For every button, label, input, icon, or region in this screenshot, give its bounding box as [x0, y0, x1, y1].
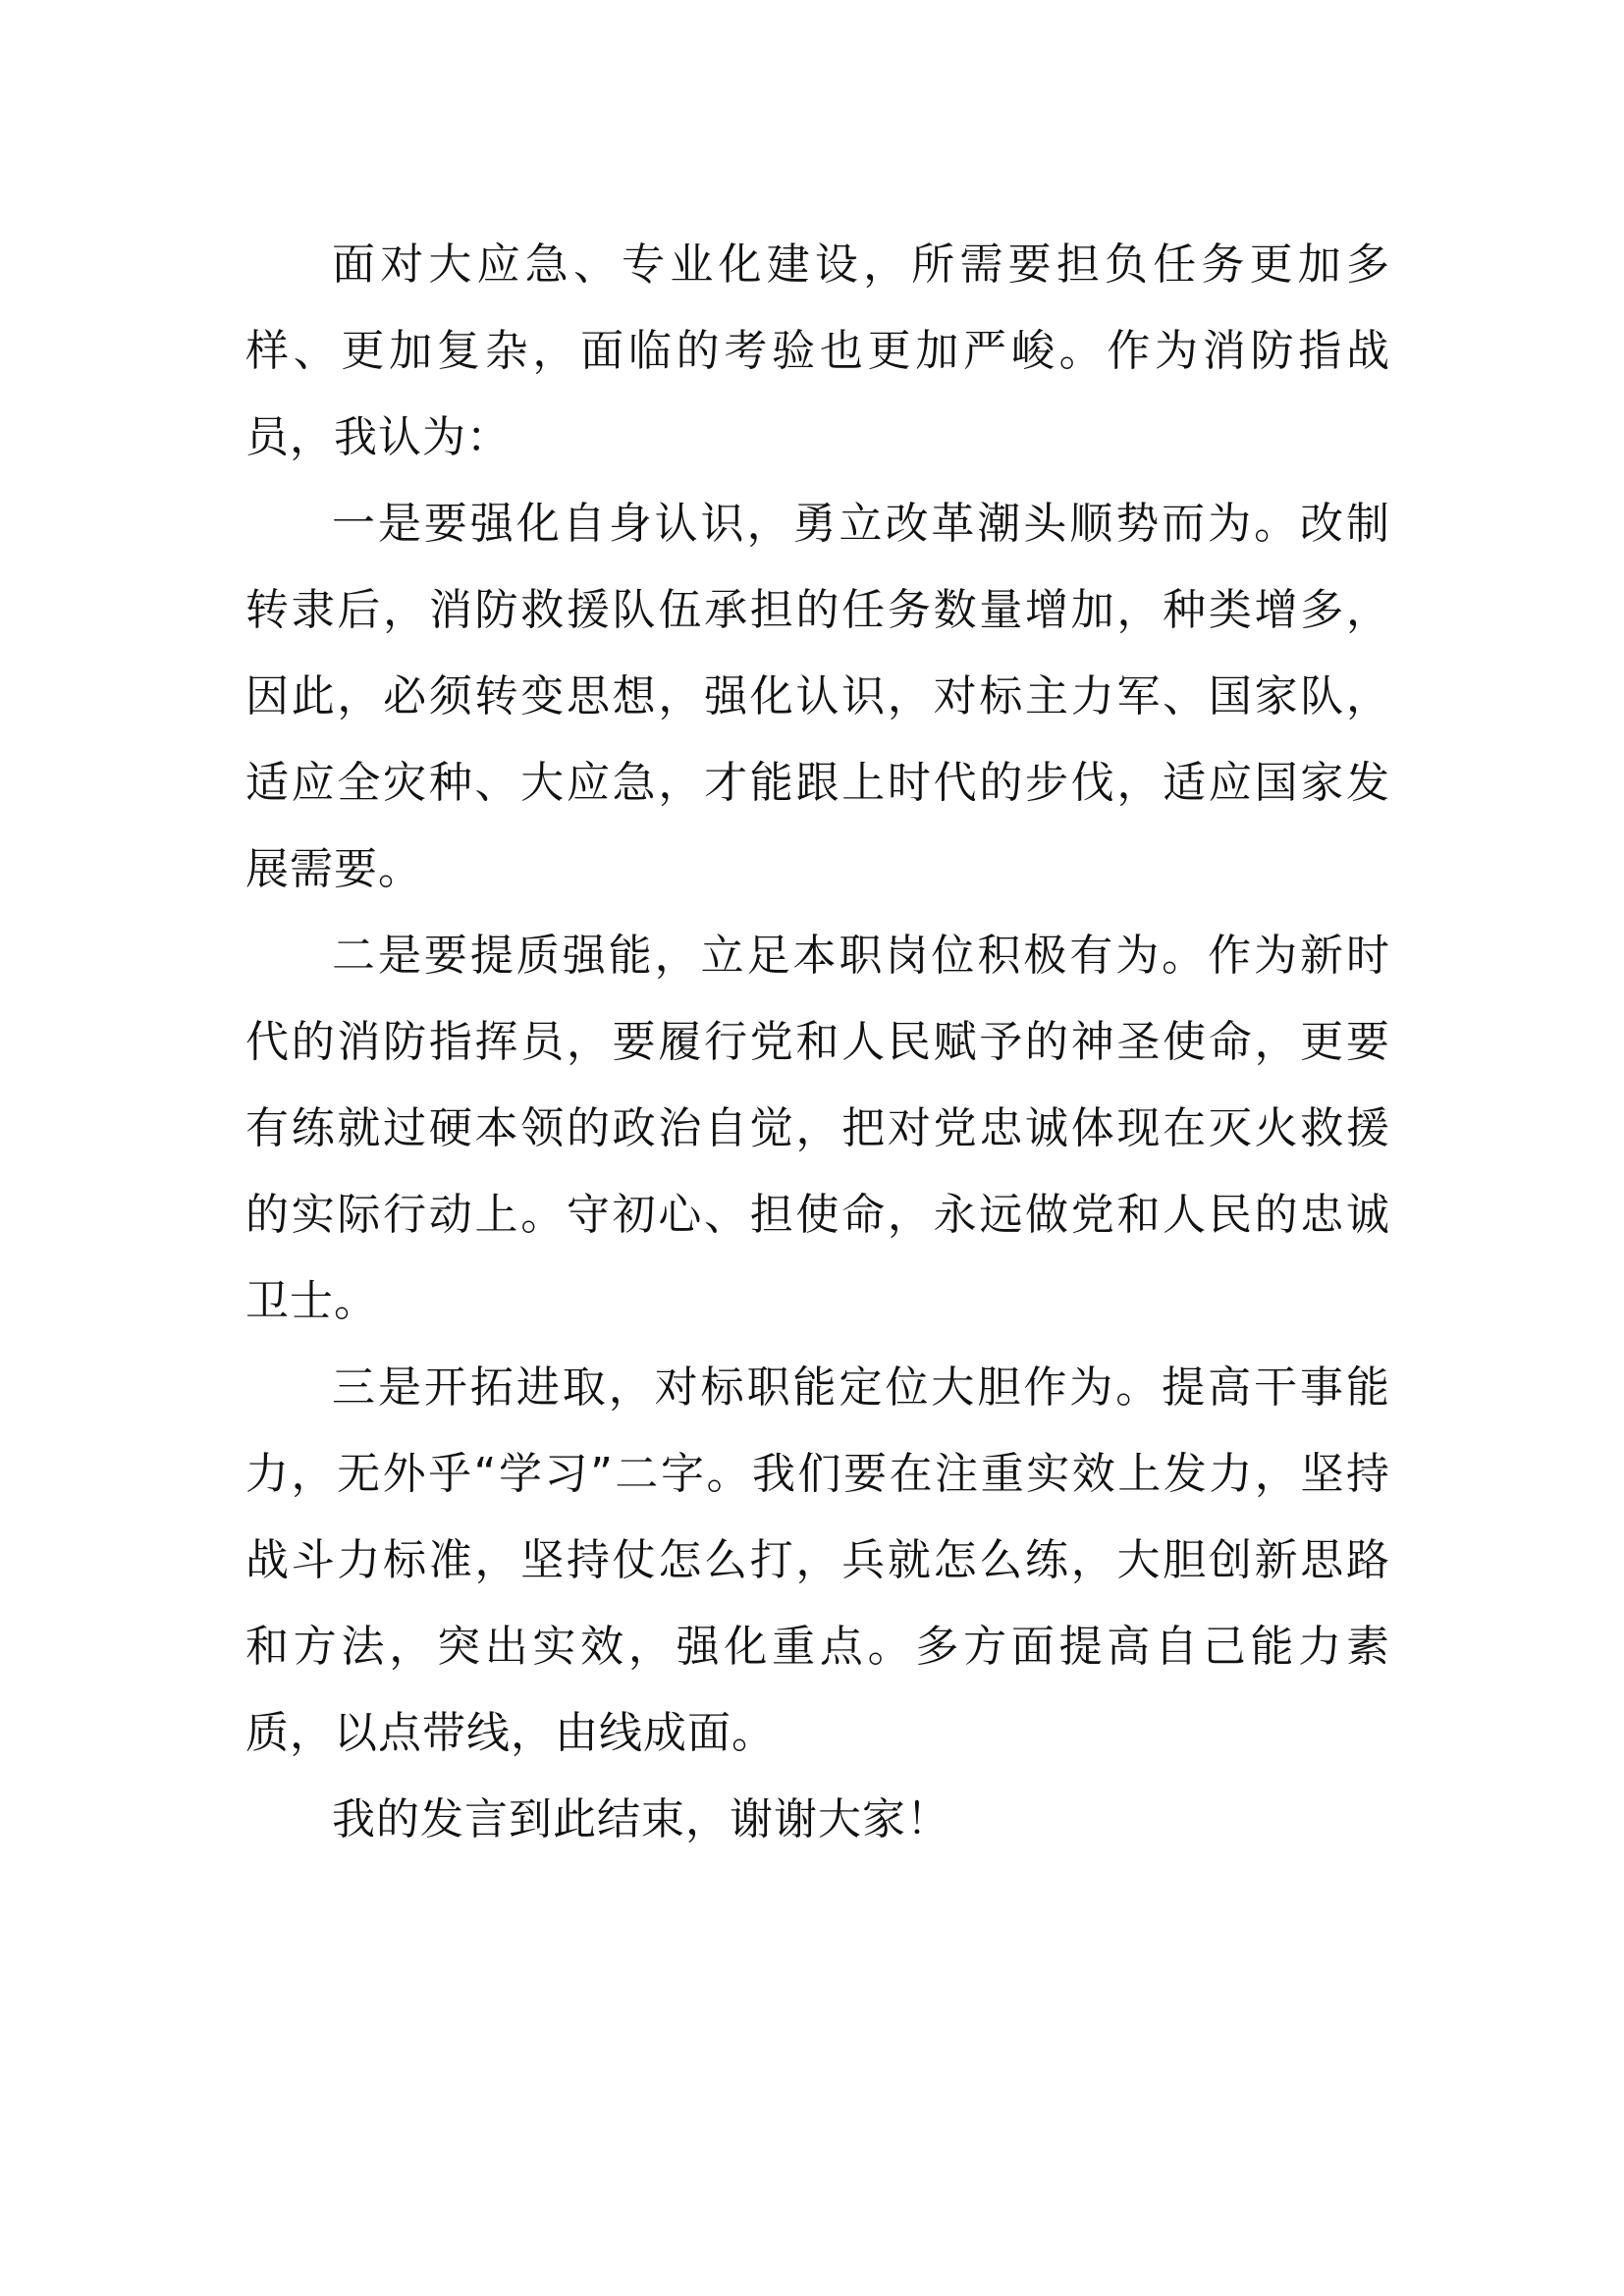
paragraph-point-one: 一是要强化自身认识，勇立改革潮头顺势而为。改制转隶后，消防救援队伍承担的任务数量增加，种类增多，因此，必须转变思想，强化认识，对标主力军、国家队，适应全灾种、大应急，才能跟上时代的步伐，适应国家发展需要。	[245, 499, 1390, 894]
paragraph-intro: 面对大应急、专业化建设，所需要担负任务更加多样、更加复杂，面临的考验也更加严峻。作为消防指战员，我认为：	[245, 240, 1390, 462]
paragraph-point-two: 二是要提质强能，立足本职岗位积极有为。作为新时代的消防指挥员，要履行党和人民赋予的神圣使命，更要有练就过硬本领的政治自觉，把对党忠诚体现在灭火救援的实际行动上。守初心、担使命，永远做党和人民的忠诚卫士。	[245, 931, 1390, 1326]
document-body	[245, 222, 1390, 1863]
paragraph-closing: 我的发言到此结束，谢谢大家！	[332, 1794, 950, 1844]
paragraph-point-three: 三是开拓进取，对标职能定位大胆作为。提高干事能力，无外乎“学习”二字。我们要在注重实效上发力，坚持战斗力标准，坚持仗怎么打，兵就怎么练，大胆创新思路和方法，突出实效，强化重点。多方面提高自己能力素质，以点带线，由线成面。	[245, 1362, 1390, 1758]
